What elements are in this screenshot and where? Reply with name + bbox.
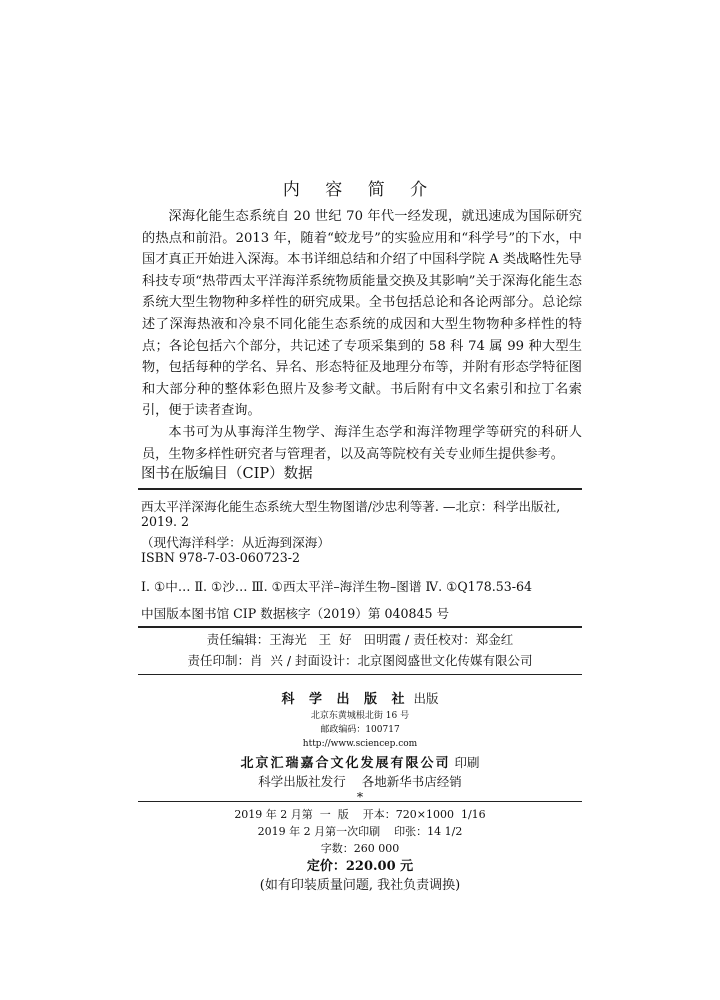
publisher-url: http://www.sciencep.com [302, 739, 418, 749]
summary-body [142, 206, 582, 465]
printer-suffix: 印刷 [450, 755, 480, 770]
publisher-suffix: 出版 [409, 691, 439, 706]
cip-record-number: 中国版本图书馆 CIP 数据核字（2019）第 040845 号 [141, 606, 450, 621]
printer-line [0, 752, 720, 771]
publisher-address: 北京东黄城根北街 16 号 [310, 711, 410, 721]
publisher-line [0, 688, 720, 707]
edition-line: 2019 年 2 月第 一 版 开本：720×1000 1/16 [234, 808, 486, 821]
cip-heading: 图书在版编目（CIP）数据 [141, 466, 313, 482]
printing-line: 2019 年 2 月第一次印刷 印张：14 1/2 [257, 825, 463, 838]
cip-line-2: 2019. 2 [141, 514, 190, 529]
summary-paragraph-1: 深海化能生态系统自 20 世纪 70 年代一经发现，就迅速成为国际研究的热点和前沿。2013 年，随着“蛟龙号”的实验应用和“科学号”的下水，中国才真正开始进入深海。本书详细总结和介绍了中国科学院 A 类战略性先导科技专项“热带西太平洋海洋系统物质能量交换及其影响”关于深海化能生态系统大型生物物种多样性的研究成果。全书包括总论和各论两部分。总论综述了深海热液和冷泉不同化能生态系统的成因和大型生物物种多样性的特点；各论包括六个部分，共记述了专项采集到的 58 科 74 属 99 种大型生物，包括每种的学名、异名、形态特征及地理分布等，并附有形态学特征图和大部分种的整体彩色照片及参考文献。书后附有中文名索引和拉丁名索引，便于读者查询。 [142, 209, 582, 419]
credits-rule [138, 674, 582, 675]
printer-name: 北京汇瑞嘉合文化发展有限公司 [240, 756, 451, 771]
cip-line-1: 西太平洋深海化能生态系统大型生物图谱/沙忠利等著. —北京：科学出版社, [141, 499, 561, 514]
distribution-line: 科学出版社发行 各地新华书店经销 [258, 774, 462, 789]
publisher-name: 科 学 出 版 社 [281, 692, 410, 707]
word-count: 字数：260 000 [320, 842, 400, 855]
specs-rule [138, 801, 582, 802]
cip-isbn: ISBN 978-7-03-060723-2 [141, 550, 301, 565]
publisher-postcode: 邮政编码：100717 [320, 725, 400, 735]
separator-star: * [356, 789, 364, 804]
quality-note: (如有印装质量问题, 我社负责调换) [259, 878, 461, 893]
summary-paragraph-2: 本书可为从事海洋生物学、海洋生态学和海洋物理学等研究的科研人员，生物多样性研究者与管理者，以及高等院校有关专业师生提供参考。 [142, 424, 582, 462]
cip-top-rule [138, 488, 582, 490]
credits-production: 责任印制：肖 兴 / 封面设计：北京图阅盛世文化传媒有限公司 [187, 653, 533, 668]
cip-series: （现代海洋科学：从近海到深海） [141, 535, 330, 550]
cip-classification: Ⅰ. ①中… Ⅱ. ①沙… Ⅲ. ①西太平洋–海洋生物–图谱 Ⅳ. ①Q178.53-64 [141, 579, 533, 594]
credits-editors: 责任编辑：王海光 王 好 田明霞 / 责任校对：郑金红 [206, 632, 514, 647]
cip-bottom-rule [138, 626, 582, 628]
summary-title: 内 容 简 介 [282, 180, 438, 200]
price: 定价：220.00 元 [306, 859, 414, 874]
